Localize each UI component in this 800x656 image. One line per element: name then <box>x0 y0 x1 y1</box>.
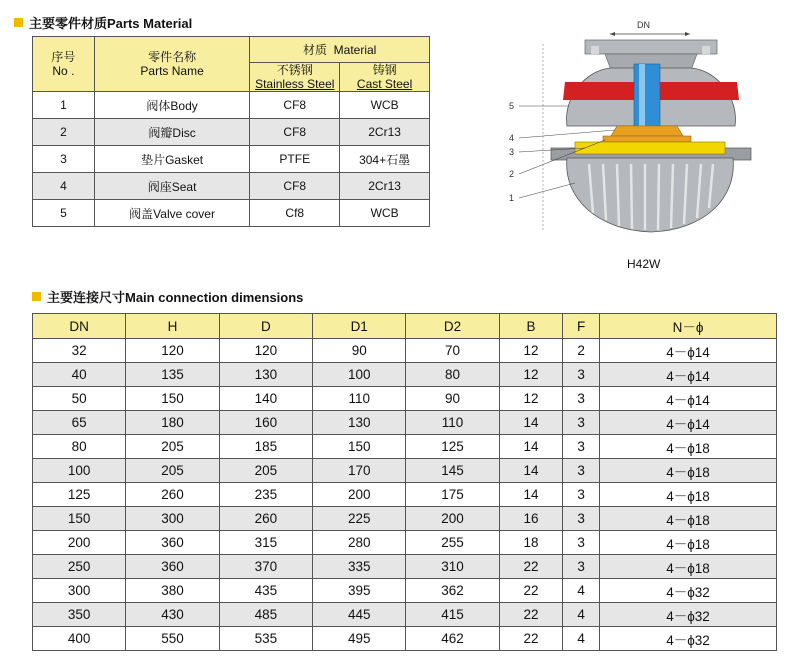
dim-header-cell: H <box>126 314 219 339</box>
cell-cast: 2Cr13 <box>340 119 430 146</box>
dim-cell: 170 <box>313 459 406 483</box>
dim-cell: 14 <box>499 483 563 507</box>
dim-cell: 400 <box>33 627 126 651</box>
dn-arrow-left <box>610 32 615 36</box>
dim-cell: 205 <box>126 459 219 483</box>
dim-cell: 120 <box>219 339 312 363</box>
dim-header-cell: D1 <box>313 314 406 339</box>
dim-cell: 3 <box>563 387 600 411</box>
cell-name: 垫片Gasket <box>94 146 250 173</box>
header-ss-cn: 不锈钢 <box>276 63 313 77</box>
dim-cell: 200 <box>406 507 499 531</box>
dim-cell: 185 <box>219 435 312 459</box>
dim-cell: 110 <box>313 387 406 411</box>
header-name <box>94 37 250 92</box>
cell-no: 2 <box>33 119 95 146</box>
cell-cast: 2Cr13 <box>340 173 430 200</box>
cell-stainless: CF8 <box>250 173 340 200</box>
dim-cell: 200 <box>33 531 126 555</box>
dim-header-cell: B <box>499 314 563 339</box>
dim-cell: 22 <box>499 579 563 603</box>
dim-cell: 100 <box>33 459 126 483</box>
dim-cell: 260 <box>219 507 312 531</box>
dim-cell: 65 <box>33 411 126 435</box>
dim-cell: 435 <box>219 579 312 603</box>
dim-cell: 3 <box>563 507 600 531</box>
stem-highlight <box>639 64 645 134</box>
dim-cell: 80 <box>406 363 499 387</box>
dim-cell: 135 <box>126 363 219 387</box>
dim-cell: 4－ϕ18 <box>600 435 777 459</box>
part-label-4: 4 <box>509 133 515 143</box>
dim-cell: 130 <box>313 411 406 435</box>
dim-cell: 200 <box>313 483 406 507</box>
dim-cell: 14 <box>499 435 563 459</box>
header-no-cn: 序号 <box>51 50 76 64</box>
dim-section-title <box>32 287 303 306</box>
dim-cell: 80 <box>33 435 126 459</box>
dim-cell: 280 <box>313 531 406 555</box>
dim-cell: 14 <box>499 459 563 483</box>
dim-cell: 4－ϕ32 <box>600 603 777 627</box>
dim-cell: 100 <box>313 363 406 387</box>
dim-cell: 235 <box>219 483 312 507</box>
part-label-3: 3 <box>509 147 515 157</box>
dim-cell: 360 <box>126 555 219 579</box>
dim-cell: 205 <box>126 435 219 459</box>
header-cast <box>340 63 430 92</box>
parts-section-title-text: 主要零件材质Parts Material <box>29 16 193 31</box>
dim-table-row <box>33 531 777 555</box>
dim-cell: 18 <box>499 531 563 555</box>
dim-cell: 255 <box>406 531 499 555</box>
dim-cell: 22 <box>499 603 563 627</box>
header-name-cn: 零件名称 <box>148 50 197 64</box>
dim-cell: 3 <box>563 363 600 387</box>
dim-cell: 495 <box>313 627 406 651</box>
dim-cell: 4－ϕ14 <box>600 411 777 435</box>
dim-cell: 4－ϕ32 <box>600 579 777 603</box>
header-cs-cn: 铸钢 <box>372 63 397 77</box>
dim-table-row <box>33 459 777 483</box>
dim-cell: 90 <box>406 387 499 411</box>
header-no-en: No . <box>52 64 75 78</box>
cell-name: 阀体Body <box>94 92 250 119</box>
dim-cell: 4 <box>563 579 600 603</box>
cell-name: 阀盖Valve cover <box>94 200 250 227</box>
dim-cell: 4－ϕ32 <box>600 627 777 651</box>
dim-cell: 300 <box>33 579 126 603</box>
dim-cell: 12 <box>499 387 563 411</box>
dim-cell: 22 <box>499 555 563 579</box>
dim-cell: 4－ϕ18 <box>600 459 777 483</box>
dim-cell: 160 <box>219 411 312 435</box>
dim-cell: 362 <box>406 579 499 603</box>
cell-name: 阀瓣Disc <box>94 119 250 146</box>
parts-table-row <box>33 173 430 200</box>
main-dimensions-table <box>32 313 777 651</box>
dim-header-cell: D2 <box>406 314 499 339</box>
dim-table-row <box>33 387 777 411</box>
dim-cell: 350 <box>33 603 126 627</box>
header-name-en: Parts Name <box>140 64 204 78</box>
cell-name: 阀座Seat <box>94 173 250 200</box>
dim-cell: 32 <box>33 339 126 363</box>
cell-cast: 304+石墨 <box>340 146 430 173</box>
dim-cell: 180 <box>126 411 219 435</box>
dn-arrow-right <box>685 32 690 36</box>
dim-table-row <box>33 603 777 627</box>
dn-label: DN <box>637 20 650 30</box>
dim-cell: 140 <box>219 387 312 411</box>
dim-cell: 415 <box>406 603 499 627</box>
dim-cell: 14 <box>499 411 563 435</box>
bullet-icon <box>14 18 23 27</box>
dim-cell: 360 <box>126 531 219 555</box>
dim-cell: 125 <box>406 435 499 459</box>
dim-cell: 110 <box>406 411 499 435</box>
header-no <box>33 37 95 92</box>
dim-cell: 300 <box>126 507 219 531</box>
cell-stainless: Cf8 <box>250 200 340 227</box>
parts-table-row <box>33 92 430 119</box>
cell-no: 1 <box>33 92 95 119</box>
dim-cell: 150 <box>126 387 219 411</box>
parts-material-table <box>32 36 430 227</box>
cell-cast: WCB <box>340 92 430 119</box>
dim-header-cell: DN <box>33 314 126 339</box>
dim-cell: 370 <box>219 555 312 579</box>
dim-cell: 462 <box>406 627 499 651</box>
dim-cell: 3 <box>563 459 600 483</box>
dim-cell: 130 <box>219 363 312 387</box>
dim-cell: 4－ϕ14 <box>600 363 777 387</box>
cell-stainless: PTFE <box>250 146 340 173</box>
dim-cell: 16 <box>499 507 563 531</box>
dim-table-row <box>33 507 777 531</box>
dim-cell: 3 <box>563 483 600 507</box>
dim-table-row <box>33 363 777 387</box>
valve-disc-plate <box>603 136 691 142</box>
dim-cell: 205 <box>219 459 312 483</box>
dim-cell: 125 <box>33 483 126 507</box>
cell-cast: WCB <box>340 200 430 227</box>
dim-cell: 430 <box>126 603 219 627</box>
dim-cell: 3 <box>563 555 600 579</box>
dim-cell: 395 <box>313 579 406 603</box>
dim-cell: 335 <box>313 555 406 579</box>
dim-cell: 535 <box>219 627 312 651</box>
dim-table-row <box>33 555 777 579</box>
model-label: H42W <box>627 257 661 271</box>
dim-cell: 485 <box>219 603 312 627</box>
dim-cell: 22 <box>499 627 563 651</box>
dim-cell: 12 <box>499 339 563 363</box>
parts-table-row <box>33 200 430 227</box>
cell-stainless: CF8 <box>250 119 340 146</box>
valve-diagram <box>505 8 765 258</box>
dim-table-row <box>33 579 777 603</box>
valve-disc <box>611 126 683 136</box>
dim-cell: 175 <box>406 483 499 507</box>
dim-cell: 145 <box>406 459 499 483</box>
valve-stem <box>634 64 660 134</box>
dim-header-cell: D <box>219 314 312 339</box>
dim-cell: 150 <box>313 435 406 459</box>
header-ss-en: Stainless Steel <box>255 77 335 91</box>
dim-cell: 4 <box>563 627 600 651</box>
dim-cell: 3 <box>563 531 600 555</box>
flange-bolt-left <box>591 46 599 54</box>
dim-cell: 3 <box>563 435 600 459</box>
dim-cell: 4－ϕ18 <box>600 555 777 579</box>
dim-cell: 120 <box>126 339 219 363</box>
flange-bolt-right <box>702 46 710 54</box>
dim-cell: 225 <box>313 507 406 531</box>
dim-cell: 4－ϕ14 <box>600 339 777 363</box>
dim-cell: 4－ϕ14 <box>600 387 777 411</box>
header-stainless <box>250 63 340 92</box>
dim-section-title-text: 主要连接尺寸Main connection dimensions <box>47 290 304 305</box>
dim-cell: 4－ϕ18 <box>600 483 777 507</box>
top-flange <box>585 40 717 54</box>
dim-cell: 50 <box>33 387 126 411</box>
dim-cell: 315 <box>219 531 312 555</box>
dim-table-row <box>33 627 777 651</box>
part-label-1: 1 <box>509 193 515 203</box>
dim-cell: 4－ϕ18 <box>600 507 777 531</box>
part-label-5: 5 <box>509 101 515 111</box>
dim-cell: 90 <box>313 339 406 363</box>
cell-no: 3 <box>33 146 95 173</box>
cell-no: 5 <box>33 200 95 227</box>
dim-cell: 380 <box>126 579 219 603</box>
dim-cell: 260 <box>126 483 219 507</box>
parts-section-title <box>14 13 192 32</box>
dim-cell: 70 <box>406 339 499 363</box>
dim-cell: 3 <box>563 411 600 435</box>
cell-stainless: CF8 <box>250 92 340 119</box>
header-material: 材质 Material <box>250 37 430 63</box>
dim-table-row <box>33 483 777 507</box>
dim-cell: 150 <box>33 507 126 531</box>
dim-table-row <box>33 411 777 435</box>
dim-cell: 12 <box>499 363 563 387</box>
dim-table-row <box>33 435 777 459</box>
dim-table-row <box>33 339 777 363</box>
cell-no: 4 <box>33 173 95 200</box>
part-label-2: 2 <box>509 169 515 179</box>
parts-table-row <box>33 119 430 146</box>
dim-cell: 40 <box>33 363 126 387</box>
bullet-icon <box>32 292 41 301</box>
dim-cell: 310 <box>406 555 499 579</box>
dim-header-cell: N－ϕ <box>600 314 777 339</box>
dim-cell: 445 <box>313 603 406 627</box>
header-cs-en: Cast Steel <box>356 77 413 91</box>
dim-cell: 250 <box>33 555 126 579</box>
valve-seat <box>575 142 725 154</box>
dim-header-cell: F <box>563 314 600 339</box>
dim-cell: 4 <box>563 603 600 627</box>
parts-table-row <box>33 146 430 173</box>
dim-cell: 2 <box>563 339 600 363</box>
dim-cell: 4－ϕ18 <box>600 531 777 555</box>
dim-cell: 550 <box>126 627 219 651</box>
